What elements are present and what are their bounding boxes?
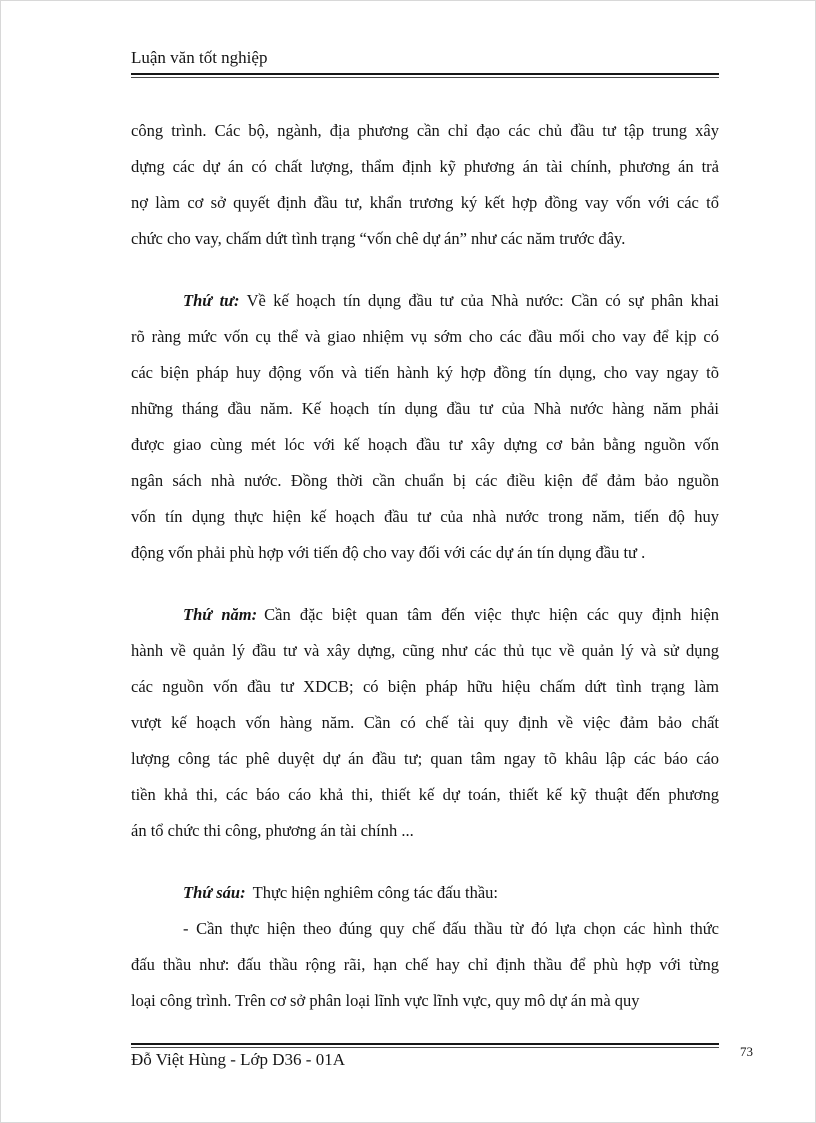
text-line: loại công trình. Trên cơ sở phân loại lĩnh vực lĩnh vực, quy mô dự án mà quy: [131, 991, 640, 1010]
text-line: chức cho vay, chấm dứt tình trạng “vốn chê dự án” như các năm trước đây.: [131, 229, 626, 248]
text-line: vượt kế hoạch vốn hàng năm. Cần có chế tài quy định về việc đảm bảo chất: [131, 713, 719, 732]
text-line: nợ làm cơ sở quyết định đầu tư, khẩn trương ký kết hợp đồng vay vốn với các tổ: [131, 193, 719, 212]
text-line: vốn tín dụng thực hiện kế hoạch đầu tư của nhà nước trong năm, tiến độ huy: [131, 507, 719, 526]
text-line: Thứ năm: Cần đặc biệt quan tâm đến việc thực hiện các quy định hiện: [183, 605, 719, 624]
text-line: lượng công tác phê duyệt dự án đầu tư; quan tâm ngay tõ khâu lập các báo cáo: [131, 749, 719, 768]
text-line: Thứ sáu: Thực hiện nghiêm công tác đấu thầu:: [183, 883, 498, 902]
text-line: những tháng đầu năm. Kế hoạch tín dụng đầu tư của Nhà nước hàng năm phải: [131, 399, 719, 418]
paragraph: [131, 875, 719, 911]
header-title: Luận văn tốt nghiệp: [131, 48, 268, 67]
text-line: các biện pháp huy động vốn và tiến hành ký hợp đồng tín dụng, cho vay ngay tõ: [131, 363, 719, 382]
paragraph-lead: Thứ năm:: [183, 605, 258, 624]
paragraph: [131, 283, 719, 571]
paragraph: [131, 113, 719, 257]
text-line: rõ ràng mức vốn cụ thể và giao nhiệm vụ sớm cho các đầu mối cho vay để kịp có: [131, 327, 719, 346]
text-line: ngân sách nhà nước. Đồng thời cần chuẩn bị các điều kiện để đảm bảo nguồn: [131, 471, 719, 490]
text-line: - Cần thực hiện theo đúng quy chế đấu thầu từ đó lựa chọn các hình thức: [183, 919, 719, 938]
document-body: [131, 113, 719, 1019]
text-line: đấu thầu như: đấu thầu rộng rãi, hạn chế hay chỉ định thầu để phù hợp với từng: [131, 955, 719, 974]
text-line: động vốn phải phù hợp với tiến độ cho vay đối với các dự án tín dụng đầu tư .: [131, 543, 646, 562]
paragraph-lead: Thứ tư:: [183, 291, 240, 310]
paragraph: [131, 911, 719, 1019]
text-line: công trình. Các bộ, ngành, địa phương cần chỉ đạo các chủ đầu tư tập trung xây: [131, 121, 719, 140]
text-line: dựng các dự án có chất lượng, thẩm định kỹ phương án tài chính, phương án trả: [131, 157, 719, 176]
text-line: được giao cùng mét lóc với kế hoạch đầu tư xây dựng cơ bản bằng nguồn vốn: [131, 435, 719, 454]
text-line: án tổ chức thi công, phương án tài chính ...: [131, 821, 414, 840]
text-line: tiền khả thi, các báo cáo khả thi, thiết kế dự toán, thiết kế kỹ thuật đến phương: [131, 785, 719, 804]
header-rule: [131, 73, 719, 78]
page-header: [131, 45, 719, 78]
paragraph-lead: Thứ sáu:: [183, 883, 246, 902]
paragraph: [131, 597, 719, 849]
text-line: hành về quản lý đầu tư và xây dựng, cũng như các thủ tục về quản lý và sử dụng: [131, 641, 719, 660]
page-number: 73: [740, 1044, 753, 1059]
footer-author: Đỗ Việt Hùng - Lớp D36 - 01A: [131, 1050, 345, 1069]
text-line: các nguồn vốn đầu tư XDCB; có biện pháp hữu hiệu chấm dứt tình trạng làm: [131, 677, 719, 696]
text-line: Thứ tư: Về kế hoạch tín dụng đầu tư của Nhà nước: Cần có sự phân khai: [183, 291, 719, 310]
